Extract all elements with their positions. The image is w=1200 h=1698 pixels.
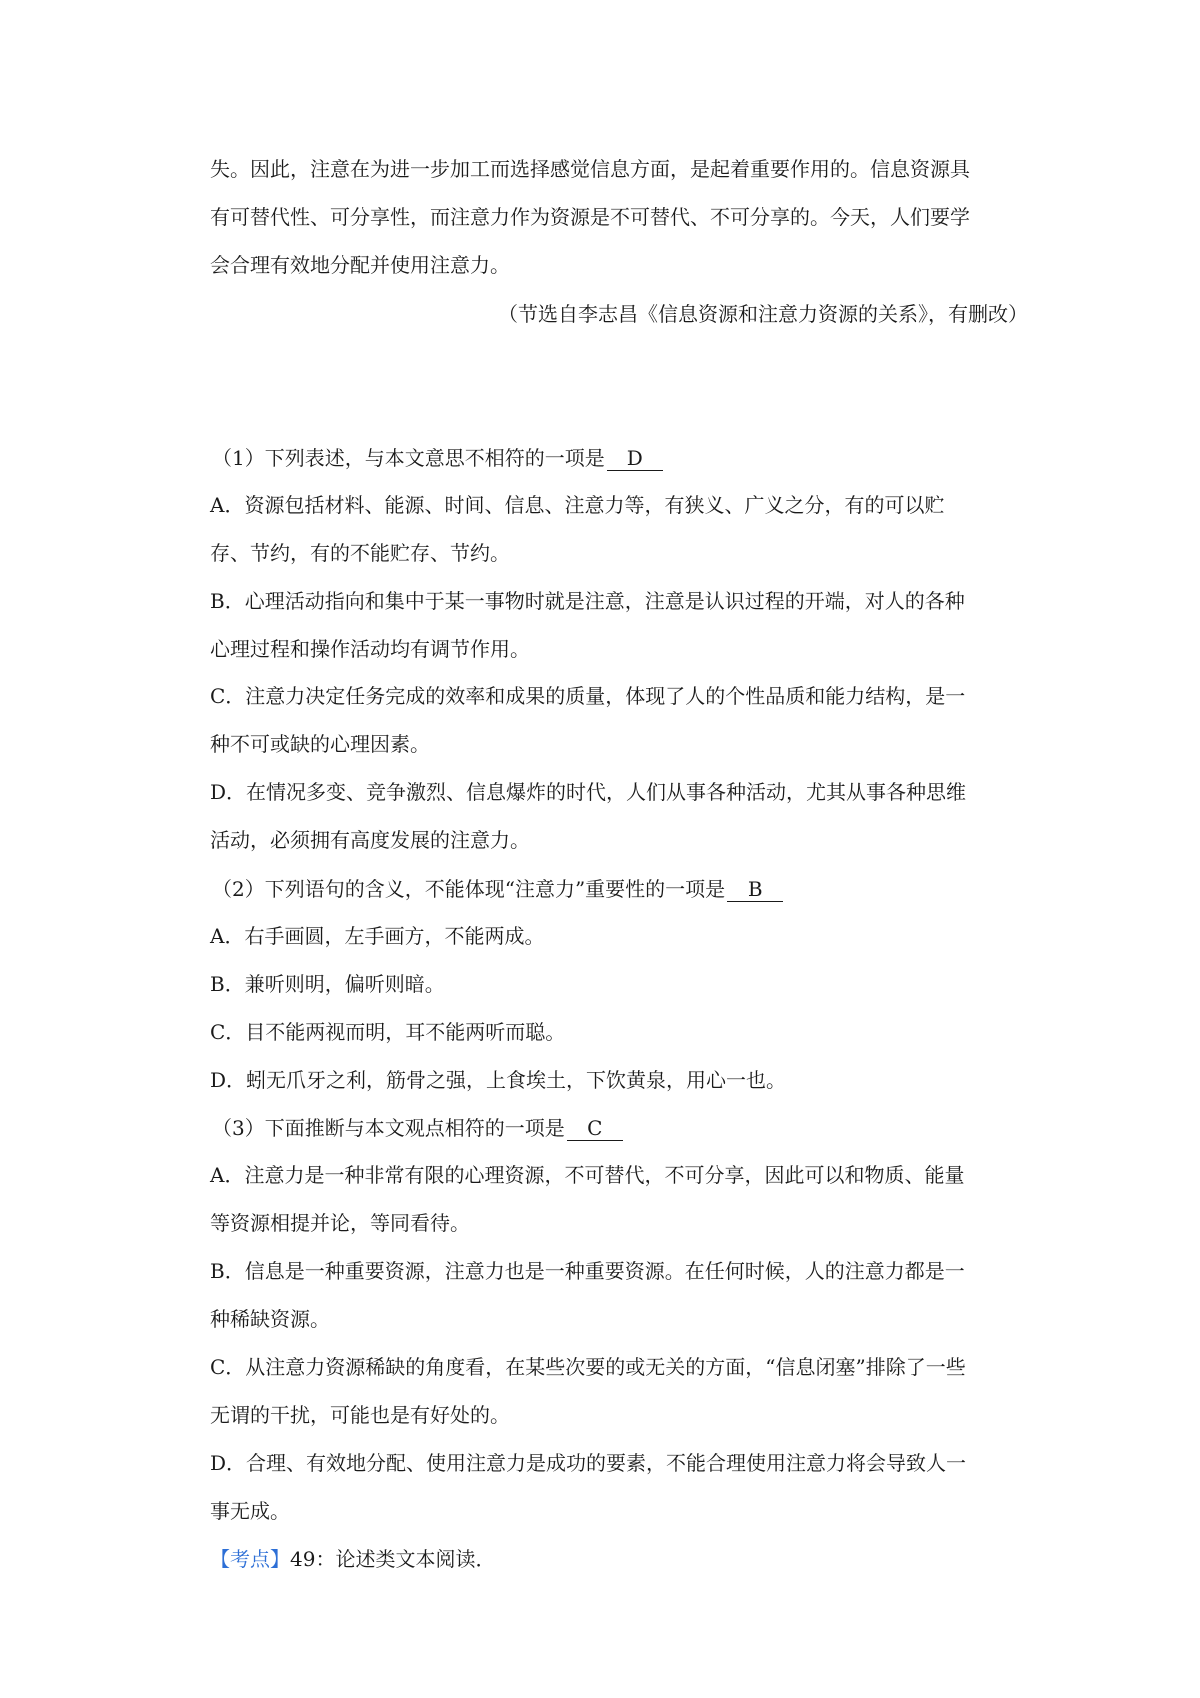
option-line: 种稀缺资源。 (210, 1307, 330, 1331)
option-line: 心理过程和操作活动均有调节作用。 (210, 637, 530, 661)
passage-line: 有可替代性、可分享性，而注意力作为资源是不可替代、不可分享的。今天，人们要学 (210, 205, 970, 229)
option-line: 存、节约，有的不能贮存、节约。 (210, 541, 510, 565)
option-line: C．注意力决定任务完成的效率和成果的质量，体现了人的个性品质和能力结构，是一 (210, 684, 966, 708)
question-stem (212, 434, 1030, 482)
question-stem-text: （2）下列语句的含义，不能体现“注意力”重要性的一项是 (212, 877, 726, 901)
option-line: D．合理、有效地分配、使用注意力是成功的要素，不能合理使用注意力将会导致人一 (210, 1451, 967, 1475)
answer-blank: D (607, 446, 663, 471)
kaodian-tag: 【考点】 (210, 1547, 290, 1571)
option-line: D．在情况多变、竞争激烈、信息爆炸的时代，人们从事各种活动，尤其从事各种思维 (210, 780, 967, 804)
passage-source: （节选自李志昌《信息资源和注意力资源的关系》，有删改） (498, 302, 1028, 326)
option-line: B．信息是一种重要资源，注意力也是一种重要资源。在任何时候，人的注意力都是一 (210, 1259, 965, 1283)
kaodian-line (210, 1535, 1028, 1583)
option-line: 事无成。 (210, 1499, 290, 1523)
option-line: C．从注意力资源稀缺的角度看，在某些次要的或无关的方面，“信息闭塞”排除了一些 (210, 1355, 966, 1379)
answer-blank: C (567, 1116, 623, 1141)
question-stem (212, 865, 1030, 913)
question-stem-text: （1）下列表述，与本文意思不相符的一项是 (212, 446, 605, 470)
kaodian-text: 49：论述类文本阅读． (290, 1547, 496, 1571)
option-line: B．兼听则明，偏听则暗。 (210, 972, 445, 996)
passage-line: 失。因此，注意在为进一步加工而选择感觉信息方面，是起着重要作用的。信息资源具 (210, 157, 970, 181)
question-stem (212, 1104, 1030, 1152)
option-line: D．蚓无爪牙之利，筋骨之强，上食埃土，下饮黄泉，用心一也。 (210, 1068, 787, 1092)
option-line: B．心理活动指向和集中于某一事物时就是注意，注意是认识过程的开端，对人的各种 (210, 589, 965, 613)
option-line: A．右手画圆，左手画方，不能两成。 (210, 924, 545, 948)
option-line: A．资源包括材料、能源、时间、信息、注意力等，有狭义、广义之分，有的可以贮 (210, 493, 945, 517)
answer-blank: B (727, 877, 783, 902)
option-line: A．注意力是一种非常有限的心理资源，不可替代，不可分享，因此可以和物质、能量 (210, 1163, 965, 1187)
option-line: 种不可或缺的心理因素。 (210, 732, 430, 756)
passage-line: 会合理有效地分配并使用注意力。 (210, 253, 510, 277)
option-line: C．目不能两视而明，耳不能两听而聪。 (210, 1020, 566, 1044)
option-line: 无谓的干扰，可能也是有好处的。 (210, 1403, 510, 1427)
option-line: 活动，必须拥有高度发展的注意力。 (210, 828, 530, 852)
question-stem-text: （3）下面推断与本文观点相符的一项是 (212, 1116, 565, 1140)
option-line: 等资源相提并论，等同看待。 (210, 1211, 470, 1235)
